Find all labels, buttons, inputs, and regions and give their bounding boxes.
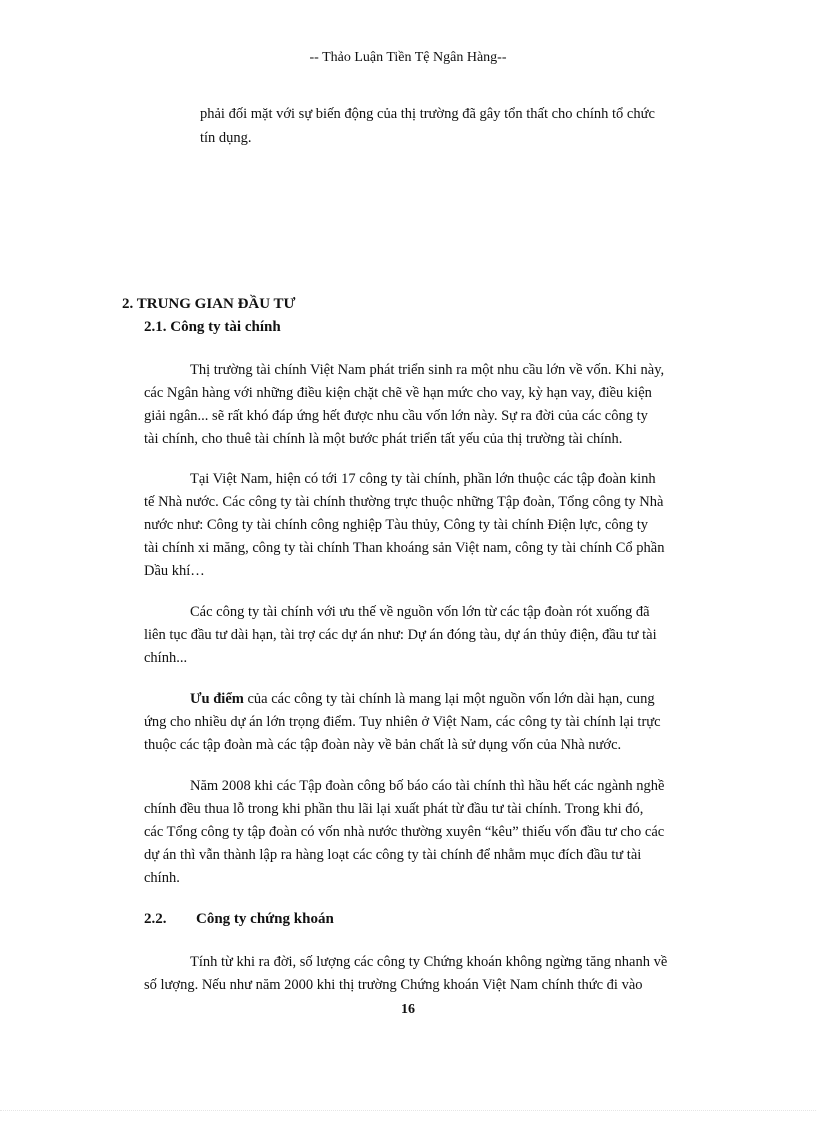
page-divider — [0, 1110, 816, 1111]
subsection-heading: 2.1. Công ty tài chính — [144, 319, 281, 335]
text-line: Tính từ khi ra đời, số lượng các công ty Chứng khoán không ngừng tăng nhanh về — [190, 954, 668, 970]
text-line: Tại Việt Nam, hiện có tới 17 công ty tài chính, phần lớn thuộc các tập đoàn kinh — [190, 471, 656, 487]
text-line: chính. — [144, 870, 180, 886]
text-line: phải đối mặt với sự biến động của thị trường đã gây tổn thất cho chính tổ chức — [200, 106, 655, 122]
text-line: dự án thì vẫn thành lập ra hàng loạt các công ty tài chính để nhằm mục đích đầu tư tài — [144, 847, 642, 863]
text-line: giải ngân... sẽ rất khó đáp ứng hết được nhu cầu vốn lớn này. Sự ra đời của các công ty — [144, 408, 648, 424]
text-line: Các công ty tài chính với ưu thế về nguồn vốn lớn từ các tập đoàn rót xuống đã — [190, 604, 650, 620]
bold-term: Ưu điểm — [190, 691, 244, 707]
text-line: nước như: Công ty tài chính công nghiệp Tàu thủy, Công ty tài chính Điện lực, công ty — [144, 517, 649, 533]
text-line: Thị trường tài chính Việt Nam phát triển sinh ra một nhu cầu lớn về vốn. Khi này, — [190, 362, 665, 378]
text-line: Dầu khí… — [144, 563, 205, 579]
text-line: tín dụng. — [200, 130, 252, 146]
section-heading: 2. TRUNG GIAN ĐẦU TƯ — [122, 296, 296, 312]
text-line: tài chính, cho thuê tài chính là một bước phát triển tất yếu của thị trường tài chính. — [144, 431, 623, 447]
text-line: liên tục đầu tư dài hạn, tài trợ các dự án như: Dự án đóng tàu, dự án thủy điện, đầu tư tài — [144, 627, 657, 643]
text-line — [190, 689, 655, 709]
text-line: các Ngân hàng với những điều kiện chặt chẽ về hạn mức cho vay, kỳ hạn vay, điều kiện — [144, 385, 652, 401]
text-line: các Tổng công ty tập đoàn có vốn nhà nước thường xuyên “kêu” thiếu vốn đầu tư cho các — [144, 824, 665, 840]
text-line: tài chính xi măng, công ty tài chính Than khoáng sản Việt nam, công ty tài chính Cổ phần — [144, 540, 665, 556]
page-number: 16 — [401, 1002, 415, 1017]
subsection-number: 2.2. — [144, 911, 167, 927]
page-header: -- Thảo Luận Tiền Tệ Ngân Hàng-- — [309, 50, 507, 65]
text-span: của các công ty tài chính là mang lại một nguồn vốn lớn dài hạn, cung — [243, 691, 655, 707]
text-line: tế Nhà nước. Các công ty tài chính thường trực thuộc những Tập đoàn, Tổng công ty Nhà — [144, 494, 664, 510]
text-line: chính... — [144, 650, 188, 666]
text-line: ứng cho nhiều dự án lớn trọng điểm. Tuy nhiên ở Việt Nam, các công ty tài chính lại trực — [144, 714, 661, 730]
text-line: số lượng. Nếu như năm 2000 khi thị trường Chứng khoán Việt Nam chính thức đi vào — [144, 977, 643, 993]
subsection-heading: Công ty chứng khoán — [196, 911, 334, 927]
text-line: chính đều thua lỗ trong khi phần thu lãi lại xuất phát từ đầu tư tài chính. Trong khi đó, — [144, 801, 644, 817]
text-line: thuộc các tập đoàn mà các tập đoàn này về bản chất là sử dụng vốn của Nhà nước. — [144, 737, 622, 753]
text-line: Năm 2008 khi các Tập đoàn công bố báo cáo tài chính thì hầu hết các ngành nghề — [190, 778, 665, 794]
